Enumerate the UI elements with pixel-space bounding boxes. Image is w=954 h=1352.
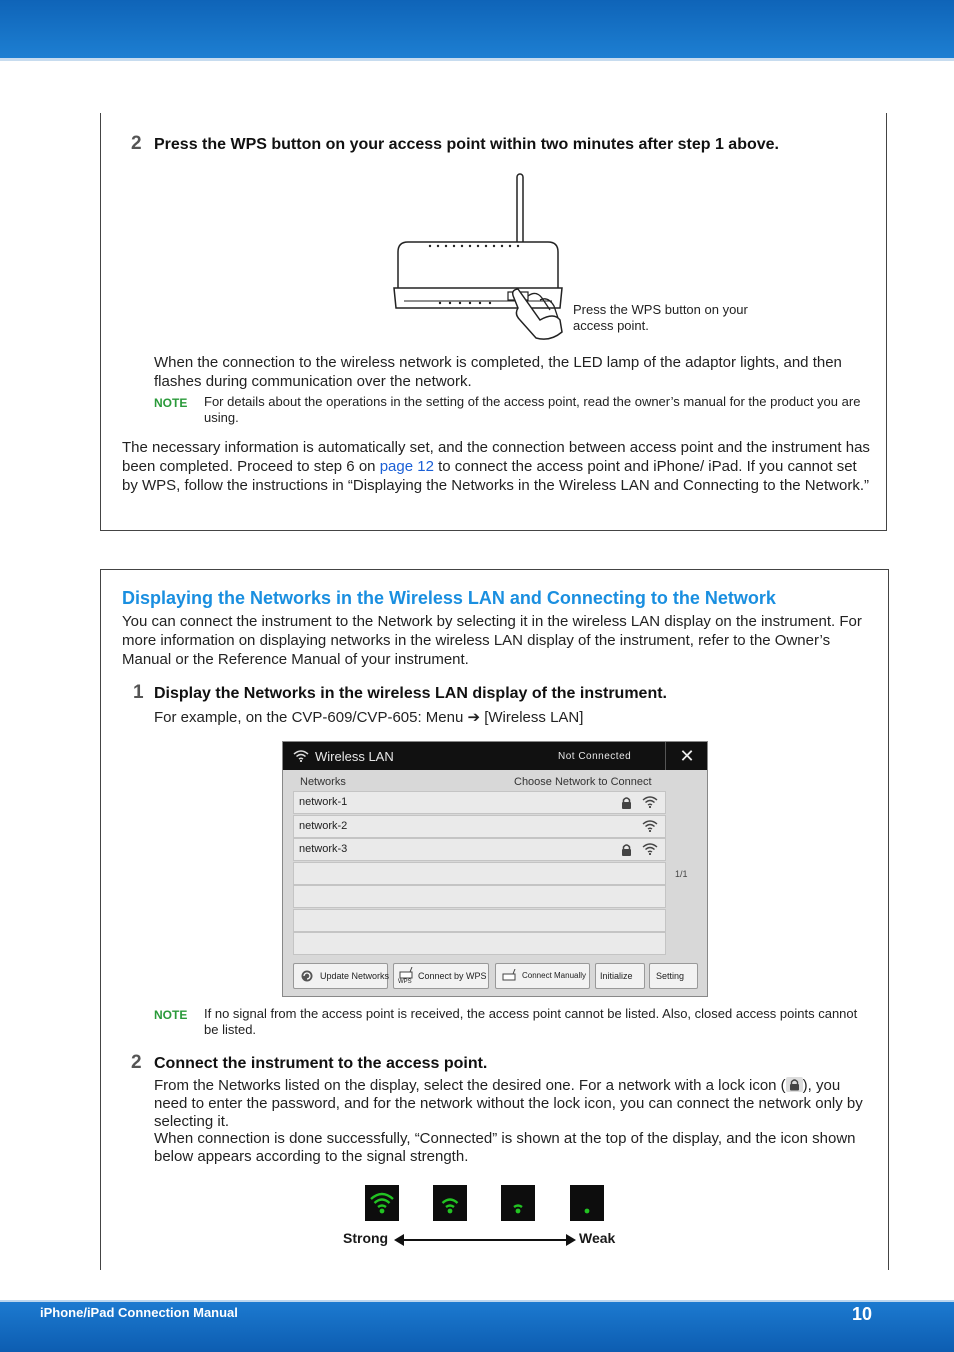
router-caption: Press the WPS button on your access point. xyxy=(573,302,748,333)
wifi-signal-icon xyxy=(642,843,658,855)
page-number: 10 xyxy=(851,1304,872,1324)
footer-title: iPhone/iPad Connection Manual xyxy=(40,1305,238,1320)
summary-text-continued: to connect the access point and iPhone/ iPad. If you cannot set by WPS, follow the instructions in “Displaying the Networks in the Wireless LAN and Connecting to the Network.” xyxy=(122,458,869,494)
step-example: For example, on the CVP-609/CVP-605: Menu ➔ [Wireless LAN] xyxy=(154,709,584,726)
empty-network-row xyxy=(293,885,666,908)
network-name: network-1 xyxy=(299,796,348,808)
close-icon: ✕ xyxy=(679,746,695,766)
note-text: If no signal from the access point is received, the access point cannot be listed. Also, closed access points cannot be listed. xyxy=(204,1006,858,1037)
wifi-weak-icon xyxy=(570,1185,604,1221)
strength-arrow-icon xyxy=(394,1233,576,1247)
strong-label: Strong xyxy=(343,1230,389,1246)
wifi-signal-icon xyxy=(642,796,658,808)
signal-strength-icon xyxy=(365,1185,399,1221)
header-bar xyxy=(0,0,954,61)
empty-network-row xyxy=(293,909,666,932)
summary-text: The necessary information is automatically set, and the connection between access point and the instrument has been completed. Proceed to step 6 on xyxy=(122,439,870,475)
step-number: 2 xyxy=(131,133,142,154)
screen-title: Wireless LAN xyxy=(315,749,394,764)
lock-icon xyxy=(620,796,633,809)
button-label: Connect by WPS xyxy=(418,971,487,981)
wifi-low-icon xyxy=(501,1185,535,1221)
page-link[interactable]: page 12 xyxy=(379,458,434,475)
wifi-strong-icon xyxy=(365,1185,399,1221)
step-number: 2 xyxy=(131,1052,142,1073)
note-label: NOTE xyxy=(154,1008,188,1022)
step2-text: From the Networks listed on the display, select the desired one. For a network with a lock icon ( xyxy=(154,1077,786,1094)
signal-strength-icon xyxy=(570,1185,604,1221)
network-row[interactable] xyxy=(293,815,666,838)
section-intro: You can connect the instrument to the Network by selecting it in the wireless LAN display on the instrument. For more information on displaying networks in the wireless LAN display of the instrument, refer to the Owner’s Manual or the Reference Manual of your instrument. xyxy=(122,613,862,668)
lock-icon xyxy=(786,1077,803,1092)
choose-network-header: Choose Network to Connect xyxy=(514,776,652,788)
step2-paragraph xyxy=(154,1077,866,1131)
signal-strength-icon xyxy=(433,1185,467,1221)
lock-icon xyxy=(620,843,633,856)
update-networks-button[interactable] xyxy=(293,963,388,989)
close-button[interactable] xyxy=(665,742,708,770)
network-row[interactable] xyxy=(293,838,666,861)
step-number: 1 xyxy=(133,682,144,703)
section-title: Displaying the Networks in the Wireless LAN and Connecting to the Network xyxy=(122,588,776,608)
wps-badge: WPS xyxy=(398,979,412,985)
note-label: NOTE xyxy=(154,396,188,410)
network-name: network-3 xyxy=(299,843,348,855)
networks-column-header: Networks xyxy=(300,776,346,788)
network-name: network-2 xyxy=(299,820,348,832)
empty-network-row xyxy=(293,862,666,885)
step-title: Press the WPS button on your access point within two minutes after step 1 above. xyxy=(154,136,779,153)
step2-text-continued: ), you need to enter the password, and for the network without the lock icon, you can connect the network only by selecting it. xyxy=(154,1077,863,1130)
router-icon xyxy=(501,969,519,981)
note-text: For details about the operations in the setting of the access point, read the owner’s manual for the product you are using. xyxy=(204,394,861,425)
screen-header xyxy=(283,742,707,770)
wifi-icon xyxy=(293,750,309,762)
wifi-signal-icon xyxy=(642,820,658,832)
page-indicator: 1/1 xyxy=(675,869,688,879)
summary-paragraph xyxy=(122,438,872,495)
router-icon xyxy=(394,174,562,308)
button-label: Setting xyxy=(656,971,685,981)
button-label: Update Networks xyxy=(320,971,390,981)
empty-network-row xyxy=(293,932,666,955)
button-label: Connect Manually xyxy=(522,971,587,980)
button-label: Initialize xyxy=(600,971,633,981)
wireless-lan-screen xyxy=(282,741,708,997)
step-title: Display the Networks in the wireless LAN display of the instrument. xyxy=(154,685,667,702)
initialize-button[interactable] xyxy=(595,963,645,989)
connect-manually-button[interactable] xyxy=(495,963,590,989)
connection-status: Not Connected xyxy=(558,751,632,762)
wifi-medium-icon xyxy=(433,1185,467,1221)
network-row[interactable] xyxy=(293,791,666,814)
signal-strength-icon xyxy=(501,1185,535,1221)
router-icon xyxy=(398,967,416,979)
connect-by-wps-button[interactable] xyxy=(393,963,489,989)
step-title: Connect the instrument to the access point. xyxy=(154,1055,488,1072)
refresh-icon xyxy=(301,970,313,982)
router-illustration xyxy=(390,170,570,342)
weak-label: Weak xyxy=(579,1230,616,1246)
completion-paragraph: When the connection to the wireless network is completed, the LED lamp of the adaptor lights, and then flashes during communication over the network. xyxy=(154,354,842,390)
step2-paragraph-connected: When connection is done successfully, “Connected” is shown at the top of the display, and the icon shown below appears according to the signal strength. xyxy=(154,1130,856,1165)
setting-button[interactable] xyxy=(649,963,698,989)
